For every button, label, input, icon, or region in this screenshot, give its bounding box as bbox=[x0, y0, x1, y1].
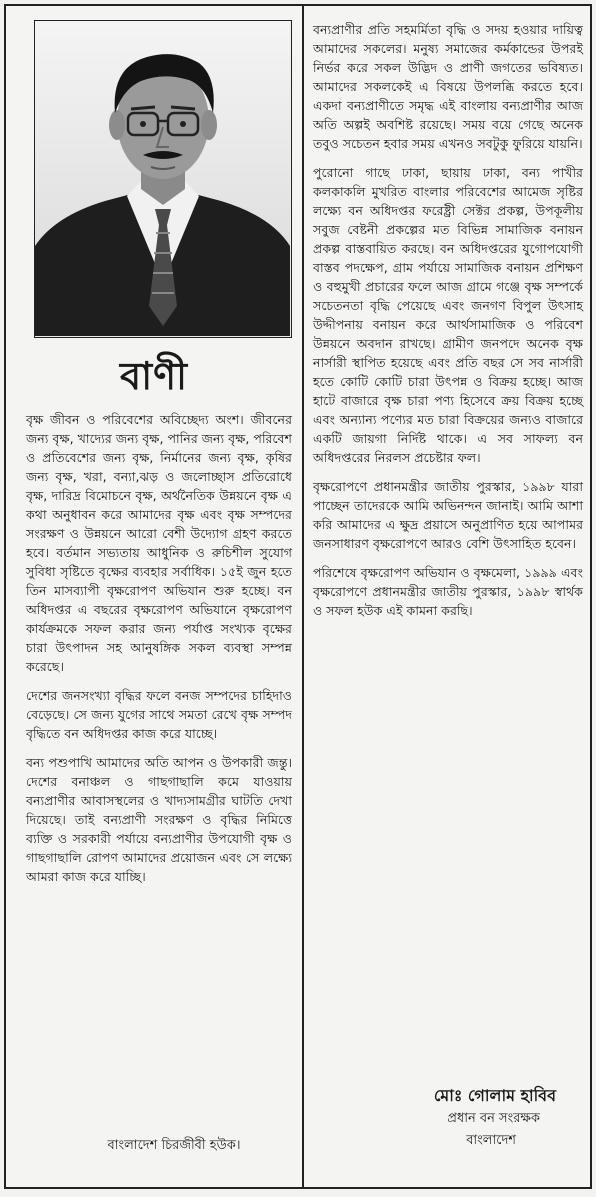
right-paragraph: পরিশেষে বৃক্ষরোপণ অভিযান ও বৃক্ষমেলা, ১৯৯৯ এবং বৃক্ষরোপণে প্রধানমন্ত্রীর জাতীয় পুরস্কার, ১৯৯৮ স্বার্থক ও সফল হউক এই কামনা করছি। bbox=[313, 565, 583, 618]
left-paragraph: বন্য পশুপাখি আমাদের অতি আপন ও উপকারী জন্তু। দেশের বনাঞ্চল ও গাছগাছালি কমে যাওয়ায় বন্যপ্রাণীর আবাসস্থলের ও খাদ্যসামগ্রীর ঘাটতি দেখা দিয়েছে। তাই বন্যপ্রাণী সংরক্ষণ ও বৃদ্ধির নিমিত্তে ব্যক্তি ও সরকারী পর্যায়ে বন্যপ্রাণীর উপযোগী বৃক্ষ ও গাছগাছালি রোপণ আমাদের প্রয়োজন এবং সে লক্ষ্যে আমরা কাজ করে যাচ্ছি। bbox=[26, 755, 292, 884]
right-paragraph: পুরোনো গাছে ঢাকা, ছায়ায় ঢাকা, বন্য পাখীর কলকাকলি মুখরিত বাংলার পরিবেশের আমেজ সৃষ্টির লক্ষ্যে বন অধিদপ্তর ফরেষ্ট্রী সেক্টর প্রকল্প, উপকূলীয় সবুজ বেষ্টনী প্রকল্পের মত বিভিন্ন সামাজিক বনায়ন প্রকল্প বাস্তবায়িত করছে। বন অধিদপ্তরের যুগোপযোগী বাস্তব পদক্ষেপ, গ্রাম পর্যায়ে সামাজিক বনায়ন প্রশিক্ষণ ও বহুমুখী প্রচারের ফলে আজ গ্রামে গঞ্জে বৃক্ষ সম্পর্কে সচেতনতা বৃদ্ধি পেয়েছে এবং জনগণ বিপুল উৎসাহ উদ্দীপনায় বনায়ন করে আর্থসামাজিক ও পরিবেশ উন্নয়নে অবদান রাখছে। গ্রামীণ জনপদে অনেক বৃক্ষ নার্সারী স্থাপিত হয়েছে এবং প্রতি বছর সে সব নার্সারী হতে কোটি কোটি চারা উৎপন্ন ও বিক্রয় হচ্ছে। আজ হাটে বাজারে বৃক্ষ চারা পণ্য হিসেবে ক্রয় বিক্রয় হচ্ছে এবং অন্যান্য পণ্যের মত চারা বিক্রয়ের জন্যও বাজারে একটি জায়গা নির্দিষ্ট থাকে। এ সব সাফল্য বন অধিদপ্তরের নিরলস প্রচেষ্টার ফল। bbox=[313, 165, 583, 465]
signature-block bbox=[304, 1084, 592, 1152]
column-divider bbox=[302, 6, 304, 1187]
message-page bbox=[4, 4, 592, 1189]
portrait-photo bbox=[34, 20, 292, 338]
message-title: বাণী bbox=[119, 353, 189, 398]
right-paragraph: বন্যপ্রাণীর প্রতি সহমর্মিতা বৃদ্ধি ও সদয় হওয়ার দায়িত্ব আমাদের সকলের। মনুষ্য সমাজের কর্মকান্ডের উপরই নির্ভর করে সকল উদ্ভিদ ও প্রাণী জগতের ভবিষ্যত। আমাদের সকলকেই এ বিষয়ে উপলব্ধি করতে হবে। একদা বন্যপ্রাণীতে সমৃদ্ধ এই বাংলায় বন্যপ্রাণীর আজ অতি অল্পই অবশিষ্ট রয়েছে। সময় বয়ে গেছে অনেক তবুও সচেতন হবার সময় এখনও সবটুকু ফুরিয়ে যায়নি। bbox=[313, 22, 583, 151]
closing-slogan: বাংলাদেশ চিরজীবী হউক। bbox=[107, 1138, 241, 1153]
signatory-title: প্রধান বন সংরক্ষক bbox=[447, 1111, 540, 1126]
left-paragraph: বৃক্ষ জীবন ও পরিবেশের অবিচ্ছেদ্য অংশ। জীবনের জন্য বৃক্ষ, খাদ্যের জন্য বৃক্ষ, পানির জন্য বৃক্ষ, পরিবেশ ও প্রতিবেশের জন্য বৃক্ষ, নির্মানের জন্য বৃক্ষ, কৃষির জন্য বৃক্ষ, খরা, বন্যা,ঝড় ও জলোচ্ছাস প্রতিরোধে বৃক্ষ, দারিদ্র বিমোচনে বৃক্ষ, অর্থনৈতিক উন্নয়নে বৃক্ষ এ কথা অনুধাবন করে আমাদের বৃক্ষ এবং বৃক্ষ সম্পদের সংরক্ষণ ও উন্নয়নে আরো বেশী উদ্যোগ গ্রহণ করতে হবে। বর্তমান সভ্যতায় আধুনিক ও রুচিশীল সুযোগ সুবিধা সৃষ্টিতে বৃক্ষের ব্যবহার সর্বাধিক। ১৫ই জুন হতে তিন মাসব্যাপী বৃক্ষরোপণ অভিযান শুরু হচ্ছে। বন অধিদপ্তর এ বছরের বৃক্ষরোপণ অভিযানে বৃক্ষরোপণ কার্যক্রমকে সফল করার জন্য পর্যাপ্ত সংখ্যক বৃক্ষের চারা উৎপাদন সহ আনুষঙ্গিক সকল ব্যবস্থা সম্পন্ন করেছে। bbox=[26, 412, 293, 674]
right-paragraph: বৃক্ষরোপণে প্রধানমন্ত্রীর জাতীয় পুরস্কার, ১৯৯৮ যারা পাচ্ছেন তাদেরকে আমি অভিনন্দন জানাই। আমি আশা করি আমাদের এ ক্ষুদ্র প্রয়াসে অনুপ্রাণিত হয়ে আপামর জনসাধারণ বৃক্ষরোপণে আরও বেশি উৎসাহিত হবেন। bbox=[313, 479, 583, 551]
signatory-name: মোঃ গোলাম হাবিব bbox=[433, 1086, 556, 1105]
signatory-country: বাংলাদেশ bbox=[466, 1133, 516, 1148]
left-column-text bbox=[26, 410, 292, 896]
left-paragraph: দেশের জনসংখ্যা বৃদ্ধির ফলে বনজ সম্পদের চাহিদাও বেড়েছে। সে জন্য যুগের সাথে সমতা রেখে বৃক্ষ সম্পদ বৃদ্ধিতে বন অধিদপ্তর কাজ করে যাচ্ছে। bbox=[26, 688, 292, 741]
right-column-text bbox=[313, 20, 583, 630]
